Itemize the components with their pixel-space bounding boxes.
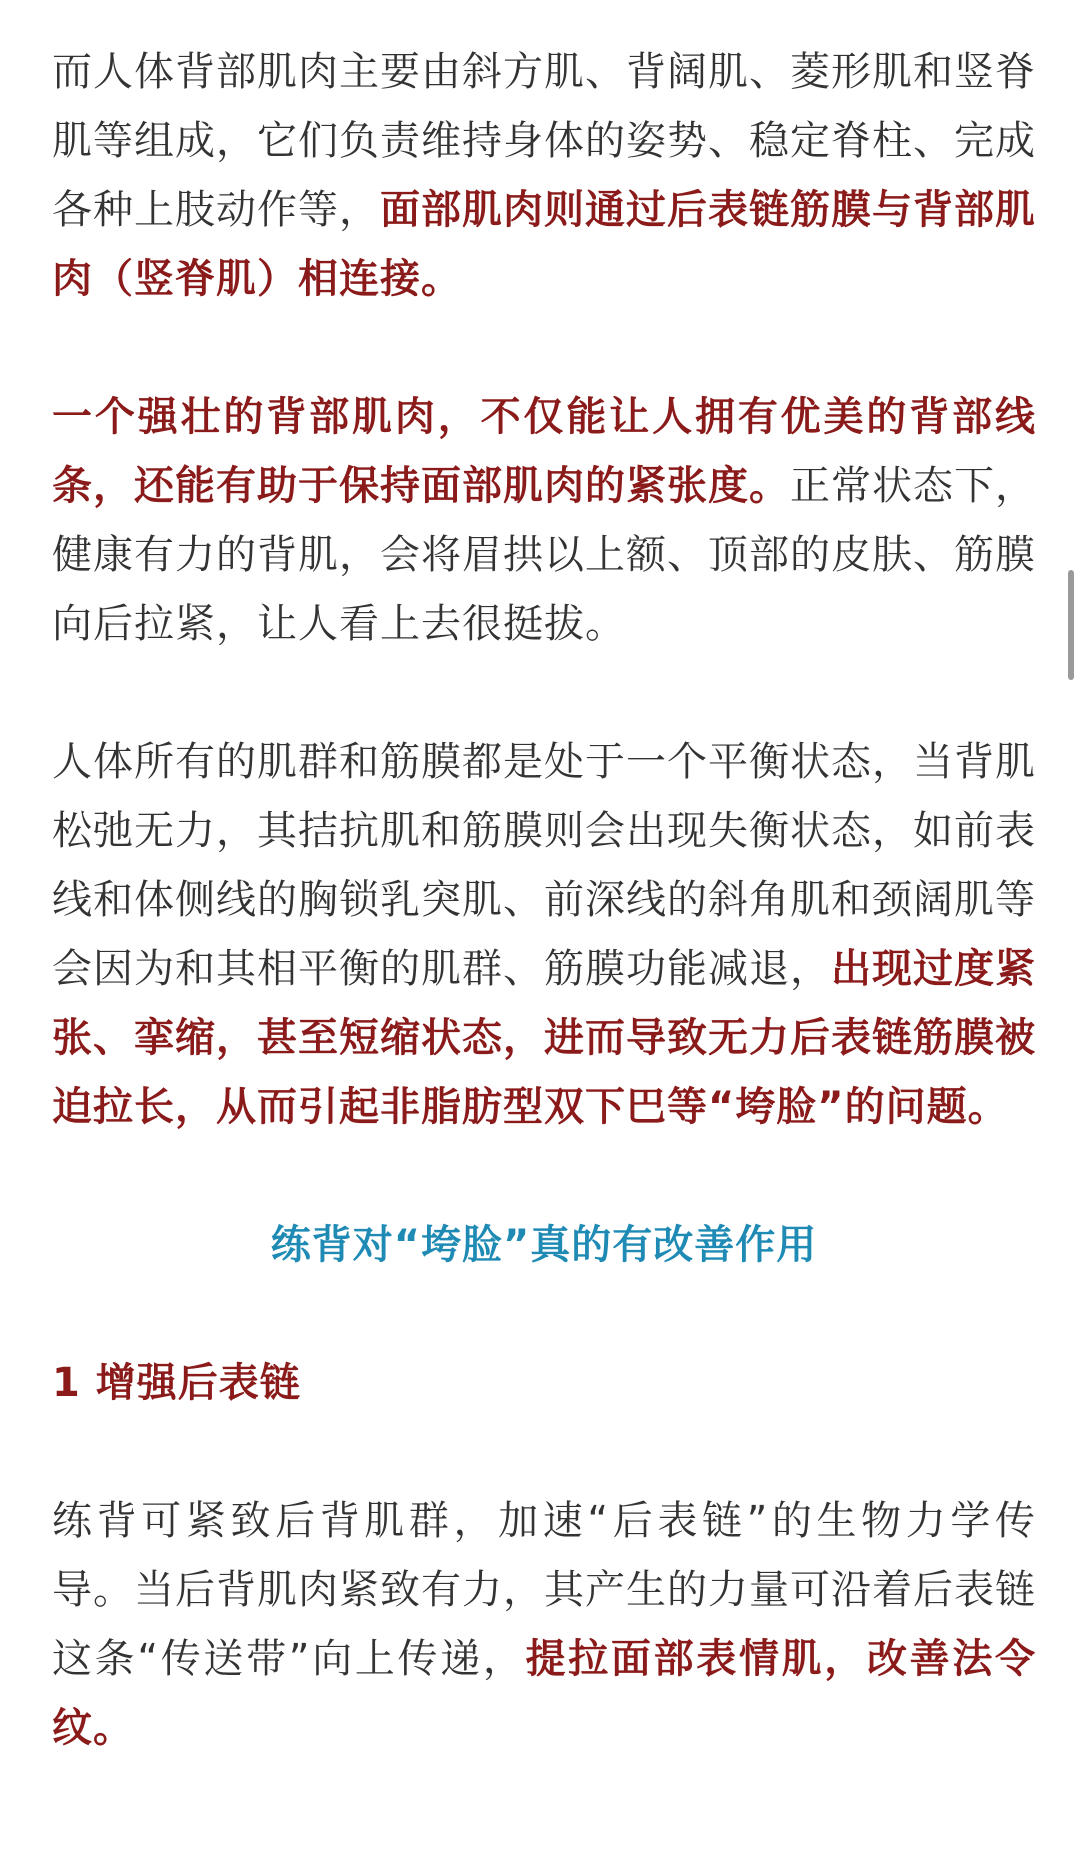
paragraph-text: 练背可紧致后背肌群，加速“后表链”的生物力学传导。当后背肌肉紧致有力，其产生的力量可沿着后表链这条“传送带”向上传递， xyxy=(52,1498,1036,1682)
paragraph-back-muscles xyxy=(52,38,1036,314)
highlighted-text: 提拉面部表情肌，改善法令纹。 xyxy=(52,1636,1036,1751)
paragraph-posterior-chain xyxy=(52,1487,1036,1763)
paragraph-text: 正常状态下，健康有力的背肌，会将眉拱以上额、顶部的皮肤、筋膜向后拉紧，让人看上去很挺拔。 xyxy=(52,463,1036,647)
sub-title: 1 增强后表链 xyxy=(52,1360,301,1406)
section-title: 练背对“垮脸”真的有改善作用 xyxy=(270,1222,818,1268)
paragraph-balance xyxy=(52,728,1036,1142)
paragraph-text: 人体所有的肌群和筋膜都是处于一个平衡状态，当背肌松弛无力，其拮抗肌和筋膜则会出现失衡状态，如前表线和体侧线的胸锁乳突肌、前深线的斜角肌和颈阔肌等会因为和其相平衡的肌群、筋膜功能减退， xyxy=(52,739,1036,992)
paragraph-strong-back xyxy=(52,383,1036,659)
highlighted-text: 出现过度紧张、挛缩，甚至短缩状态，进而导致无力后表链筋膜被迫拉长，从而引起非脂肪型双下巴等“垮脸”的问题。 xyxy=(52,946,1036,1130)
article-body xyxy=(52,38,1036,1763)
highlighted-text: 面部肌肉则通过后表链筋膜与背部肌肉（竖脊肌）相连接。 xyxy=(52,187,1036,302)
scrollbar-thumb[interactable] xyxy=(1068,570,1074,680)
paragraph-text: 而人体背部肌肉主要由斜方肌、背阔肌、菱形肌和竖脊肌等组成，它们负责维持身体的姿势、稳定脊柱、完成各种上肢动作等， xyxy=(52,49,1036,233)
highlighted-text: 一个强壮的背部肌肉，不仅能让人拥有优美的背部线条，还能有助于保持面部肌肉的紧张度。 xyxy=(52,394,1036,509)
